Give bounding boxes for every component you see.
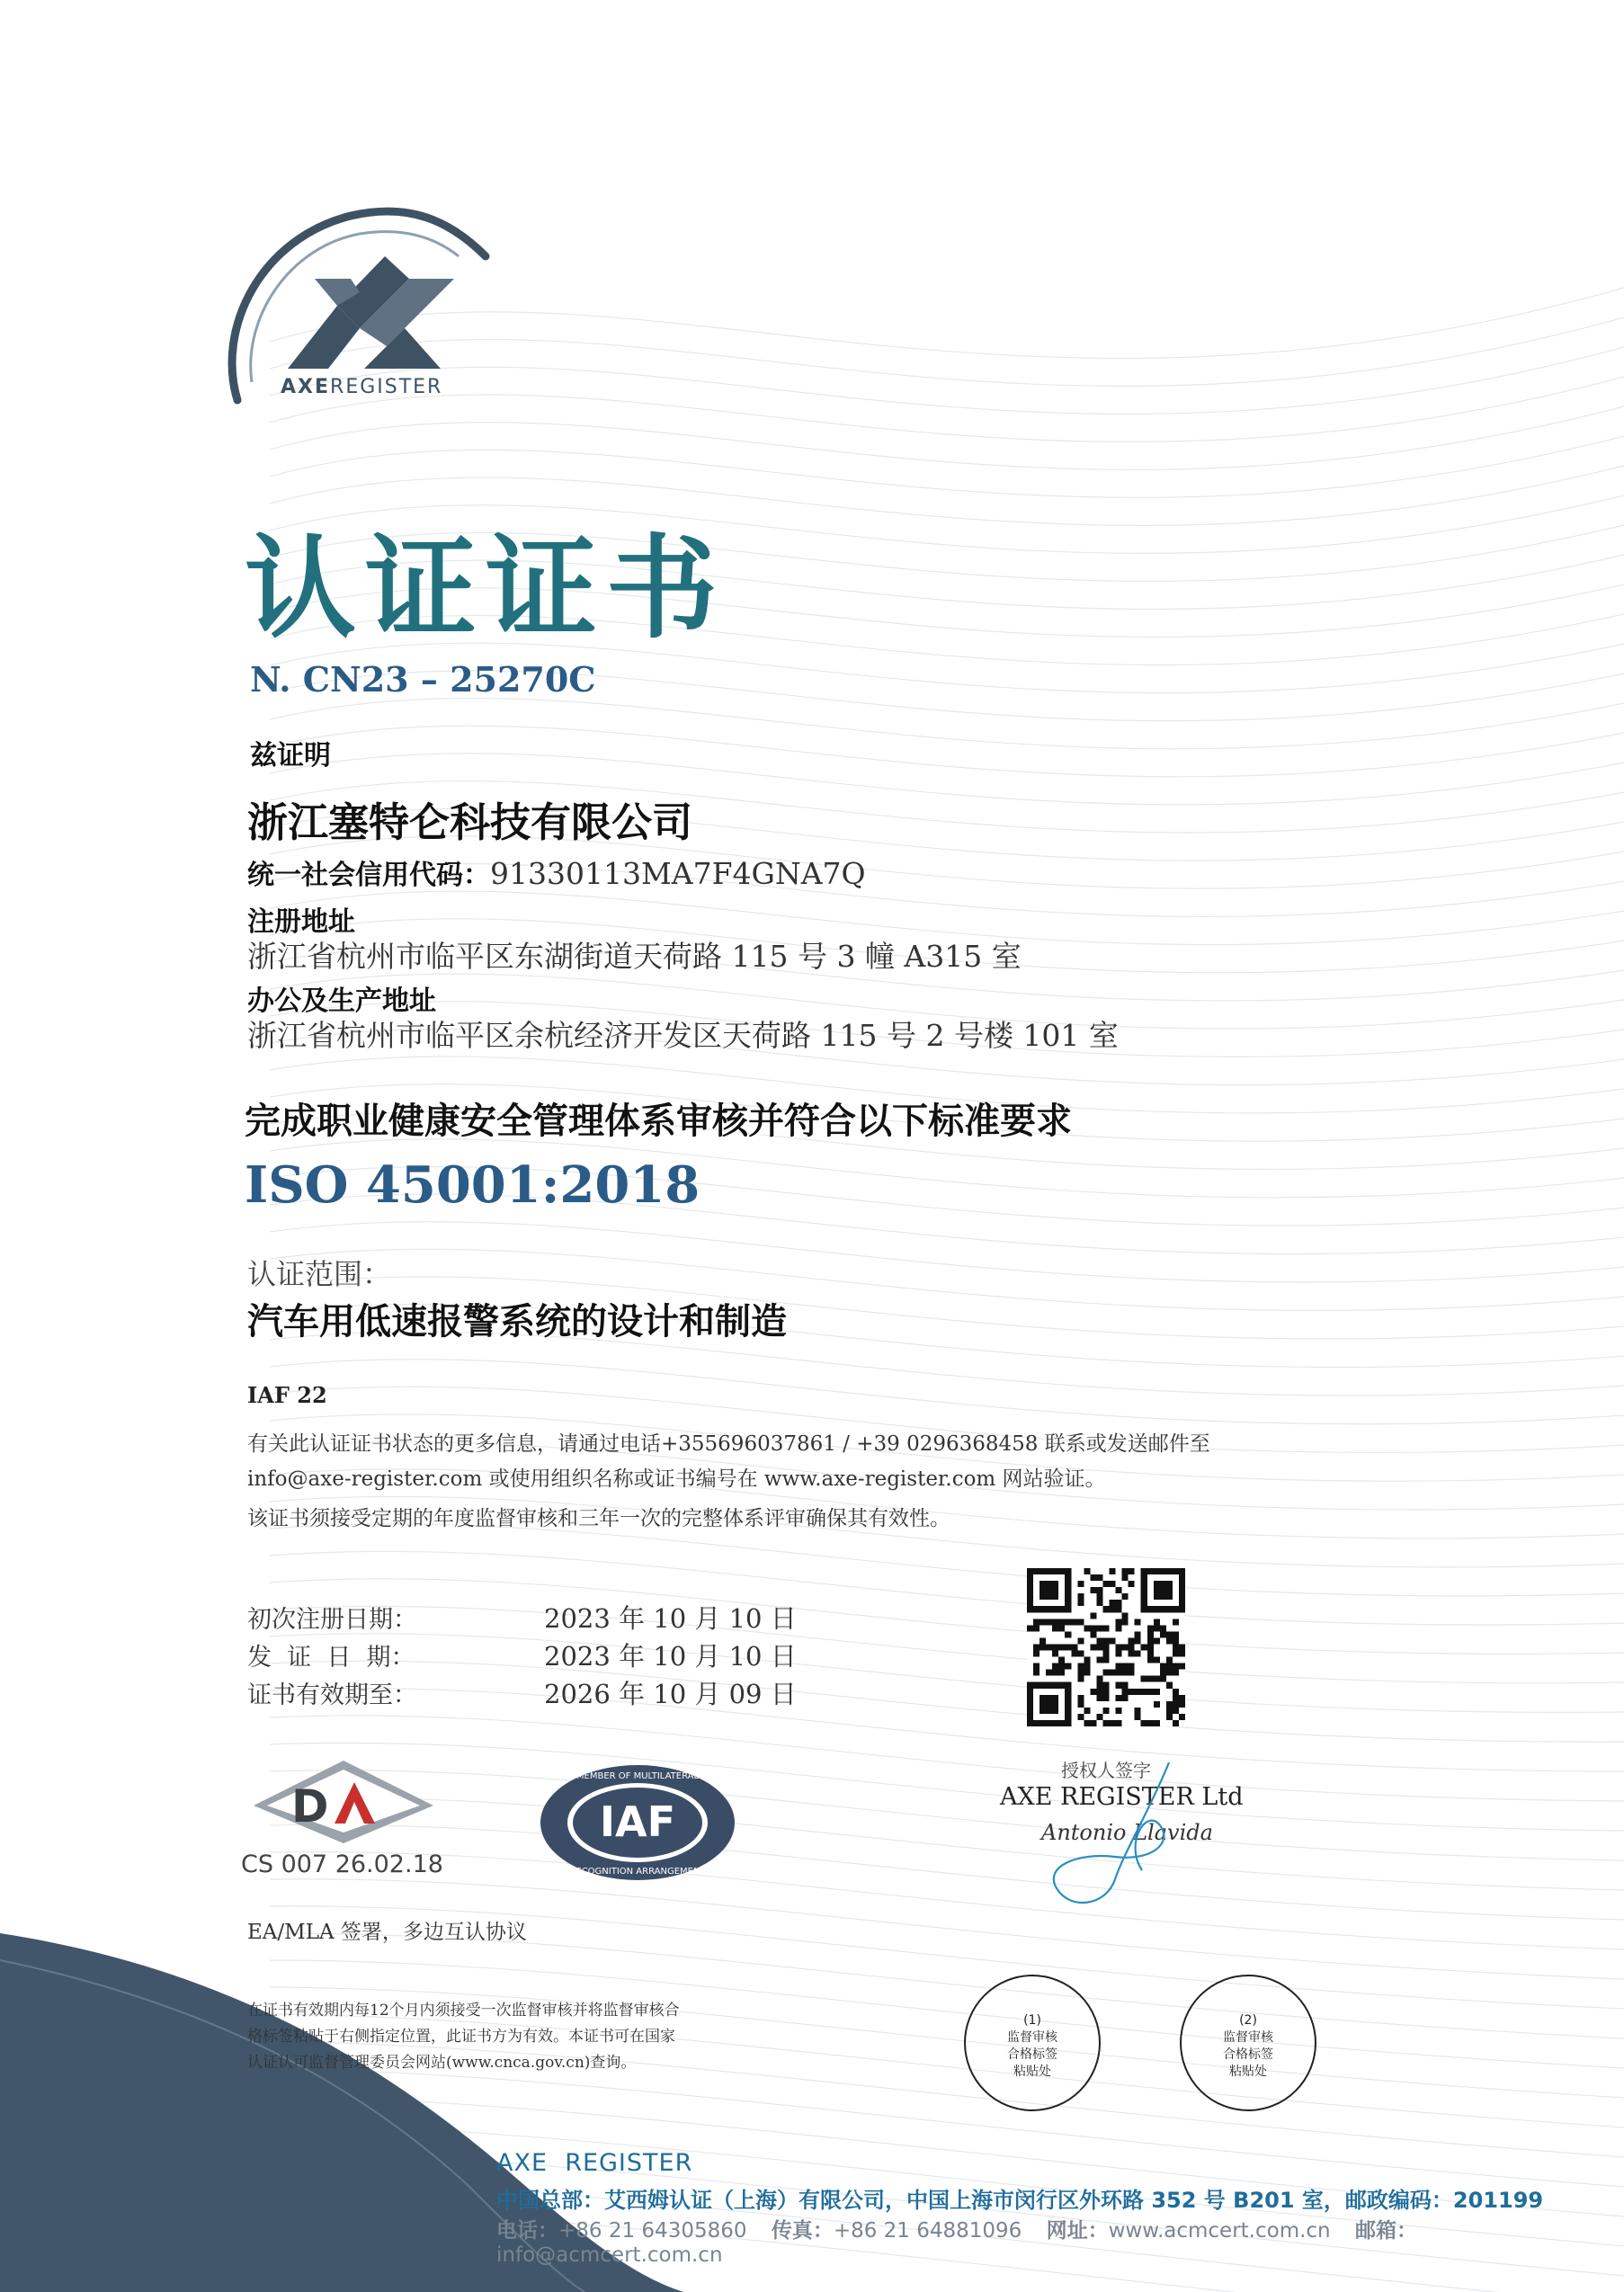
da-accreditation-logo [245, 1753, 442, 1852]
footer-brand: AXE REGISTER [496, 2149, 693, 2177]
iso-standard: ISO 45001:2018 [245, 1155, 700, 1215]
credit-code-row [247, 852, 866, 892]
date-value: 2026 年 10 月 09 日 [544, 1679, 797, 1709]
signatory-name: Antonio Llavida [1041, 1820, 1213, 1845]
date-row [247, 1637, 797, 1673]
fine-print-line: 在证书有效期内每12个月内须接受一次监督审核并将监督审核合 [247, 2002, 680, 2020]
svg-text:D: D [291, 1780, 329, 1833]
surveillance-label-slot-2: (2) 监督审核 合格标签 粘贴处 [1180, 1975, 1316, 2111]
ea-mla-text: EA/MLA 签署，多边互认协议 [247, 1921, 527, 1944]
date-row [247, 1599, 797, 1636]
credit-code-value: 91330113MA7F4GNA7Q [490, 856, 866, 891]
info-line-1: 有关此认证证书状态的更多信息，请通过电话+355696037861 / +39 0296368458 联系或发送邮件至 [247, 1432, 1210, 1456]
hereby-label: 兹证明 [250, 740, 331, 771]
company-name: 浙江塞特仑科技有限公司 [247, 798, 693, 846]
date-row [247, 1674, 797, 1711]
date-value: 2023 年 10 月 10 日 [544, 1603, 797, 1634]
svg-text:RECOGNITION ARRANGEMENT: RECOGNITION ARRANGEMENT [569, 1867, 706, 1877]
iaf-code: IAF 22 [247, 1382, 327, 1408]
logo-wordmark: AXEREGISTER [281, 376, 443, 398]
credit-code-label: 统一社会信用代码： [247, 860, 490, 891]
info-text [247, 1427, 1218, 1497]
scope-label: 认证范围： [247, 1257, 392, 1291]
da-code: CS 007 26.02.18 [241, 1851, 443, 1878]
iaf-seal [538, 1762, 737, 1883]
date-label: 初次注册日期： [247, 1606, 417, 1634]
validity-note: 该证书须接受定期的年度监督审核和三年一次的完整体系评审确保其有效性。 [247, 1507, 950, 1530]
fine-print [247, 1998, 787, 2076]
date-label: 发 证 日 期： [247, 1644, 415, 1672]
prod-address-value: 浙江省杭州市临平区余杭经济开发区天荷路 115 号 2 号楼 101 室 [247, 1018, 1119, 1053]
date-label: 证书有效期至： [247, 1681, 417, 1709]
prod-address-label: 办公及生产地址 [247, 985, 436, 1017]
signature-company: AXE REGISTER Ltd [1000, 1783, 1244, 1811]
qr-code[interactable] [1027, 1568, 1185, 1726]
certificate-number: N. CN23 – 25270C [250, 659, 596, 700]
fine-print-line: 认证认可监督管理委员会网站(www.cnca.gov.cn)查询。 [247, 2054, 637, 2072]
certificate-title: 认证证书 [245, 524, 727, 654]
fine-print-line: 格标签粘贴于右侧指定位置，此证书方为有效。本证书可在国家 [247, 2028, 675, 2046]
footer-headquarters: 中国总部：艾西姆认证（上海）有限公司，中国上海市闵行区外环路 352 号 B201 室，邮政编码：201199 [496, 2188, 1544, 2213]
scope-value: 汽车用低速报警系统的设计和制造 [247, 1301, 787, 1342]
info-line-2: info@axe-register.com 或使用组织名称或证书编号在 www.axe-register.com 网站验证。 [247, 1467, 1106, 1491]
svg-text:IAF: IAF [599, 1797, 676, 1846]
signature-scrawl [1016, 1753, 1214, 1915]
surveillance-label-slot-1: (1) 监督审核 合格标签 粘贴处 [964, 1975, 1101, 2111]
standard-statement: 完成职业健康安全管理体系审核并符合以下标准要求 [245, 1101, 1072, 1142]
reg-address-label: 注册地址 [247, 906, 355, 938]
footer-website-link[interactable]: www.acmcert.com.cn [1108, 2219, 1331, 2243]
svg-text:MEMBER OF MULTILATERAL: MEMBER OF MULTILATERAL [576, 1771, 700, 1781]
date-value: 2023 年 10 月 10 日 [544, 1641, 797, 1672]
footer-contacts: 电话：+86 21 64305860 传真：+86 21 64881096 网址：www.acmcert.com.cn 邮箱：info@acmcert.com.cn [496, 2219, 1417, 2267]
signature-label: 授权人签字 [1061, 1760, 1151, 1781]
reg-address-value: 浙江省杭州市临平区东湖街道天荷路 115 号 3 幢 A315 室 [247, 939, 1022, 974]
footer-email-link[interactable]: info@acmcert.com.cn [496, 2243, 723, 2267]
